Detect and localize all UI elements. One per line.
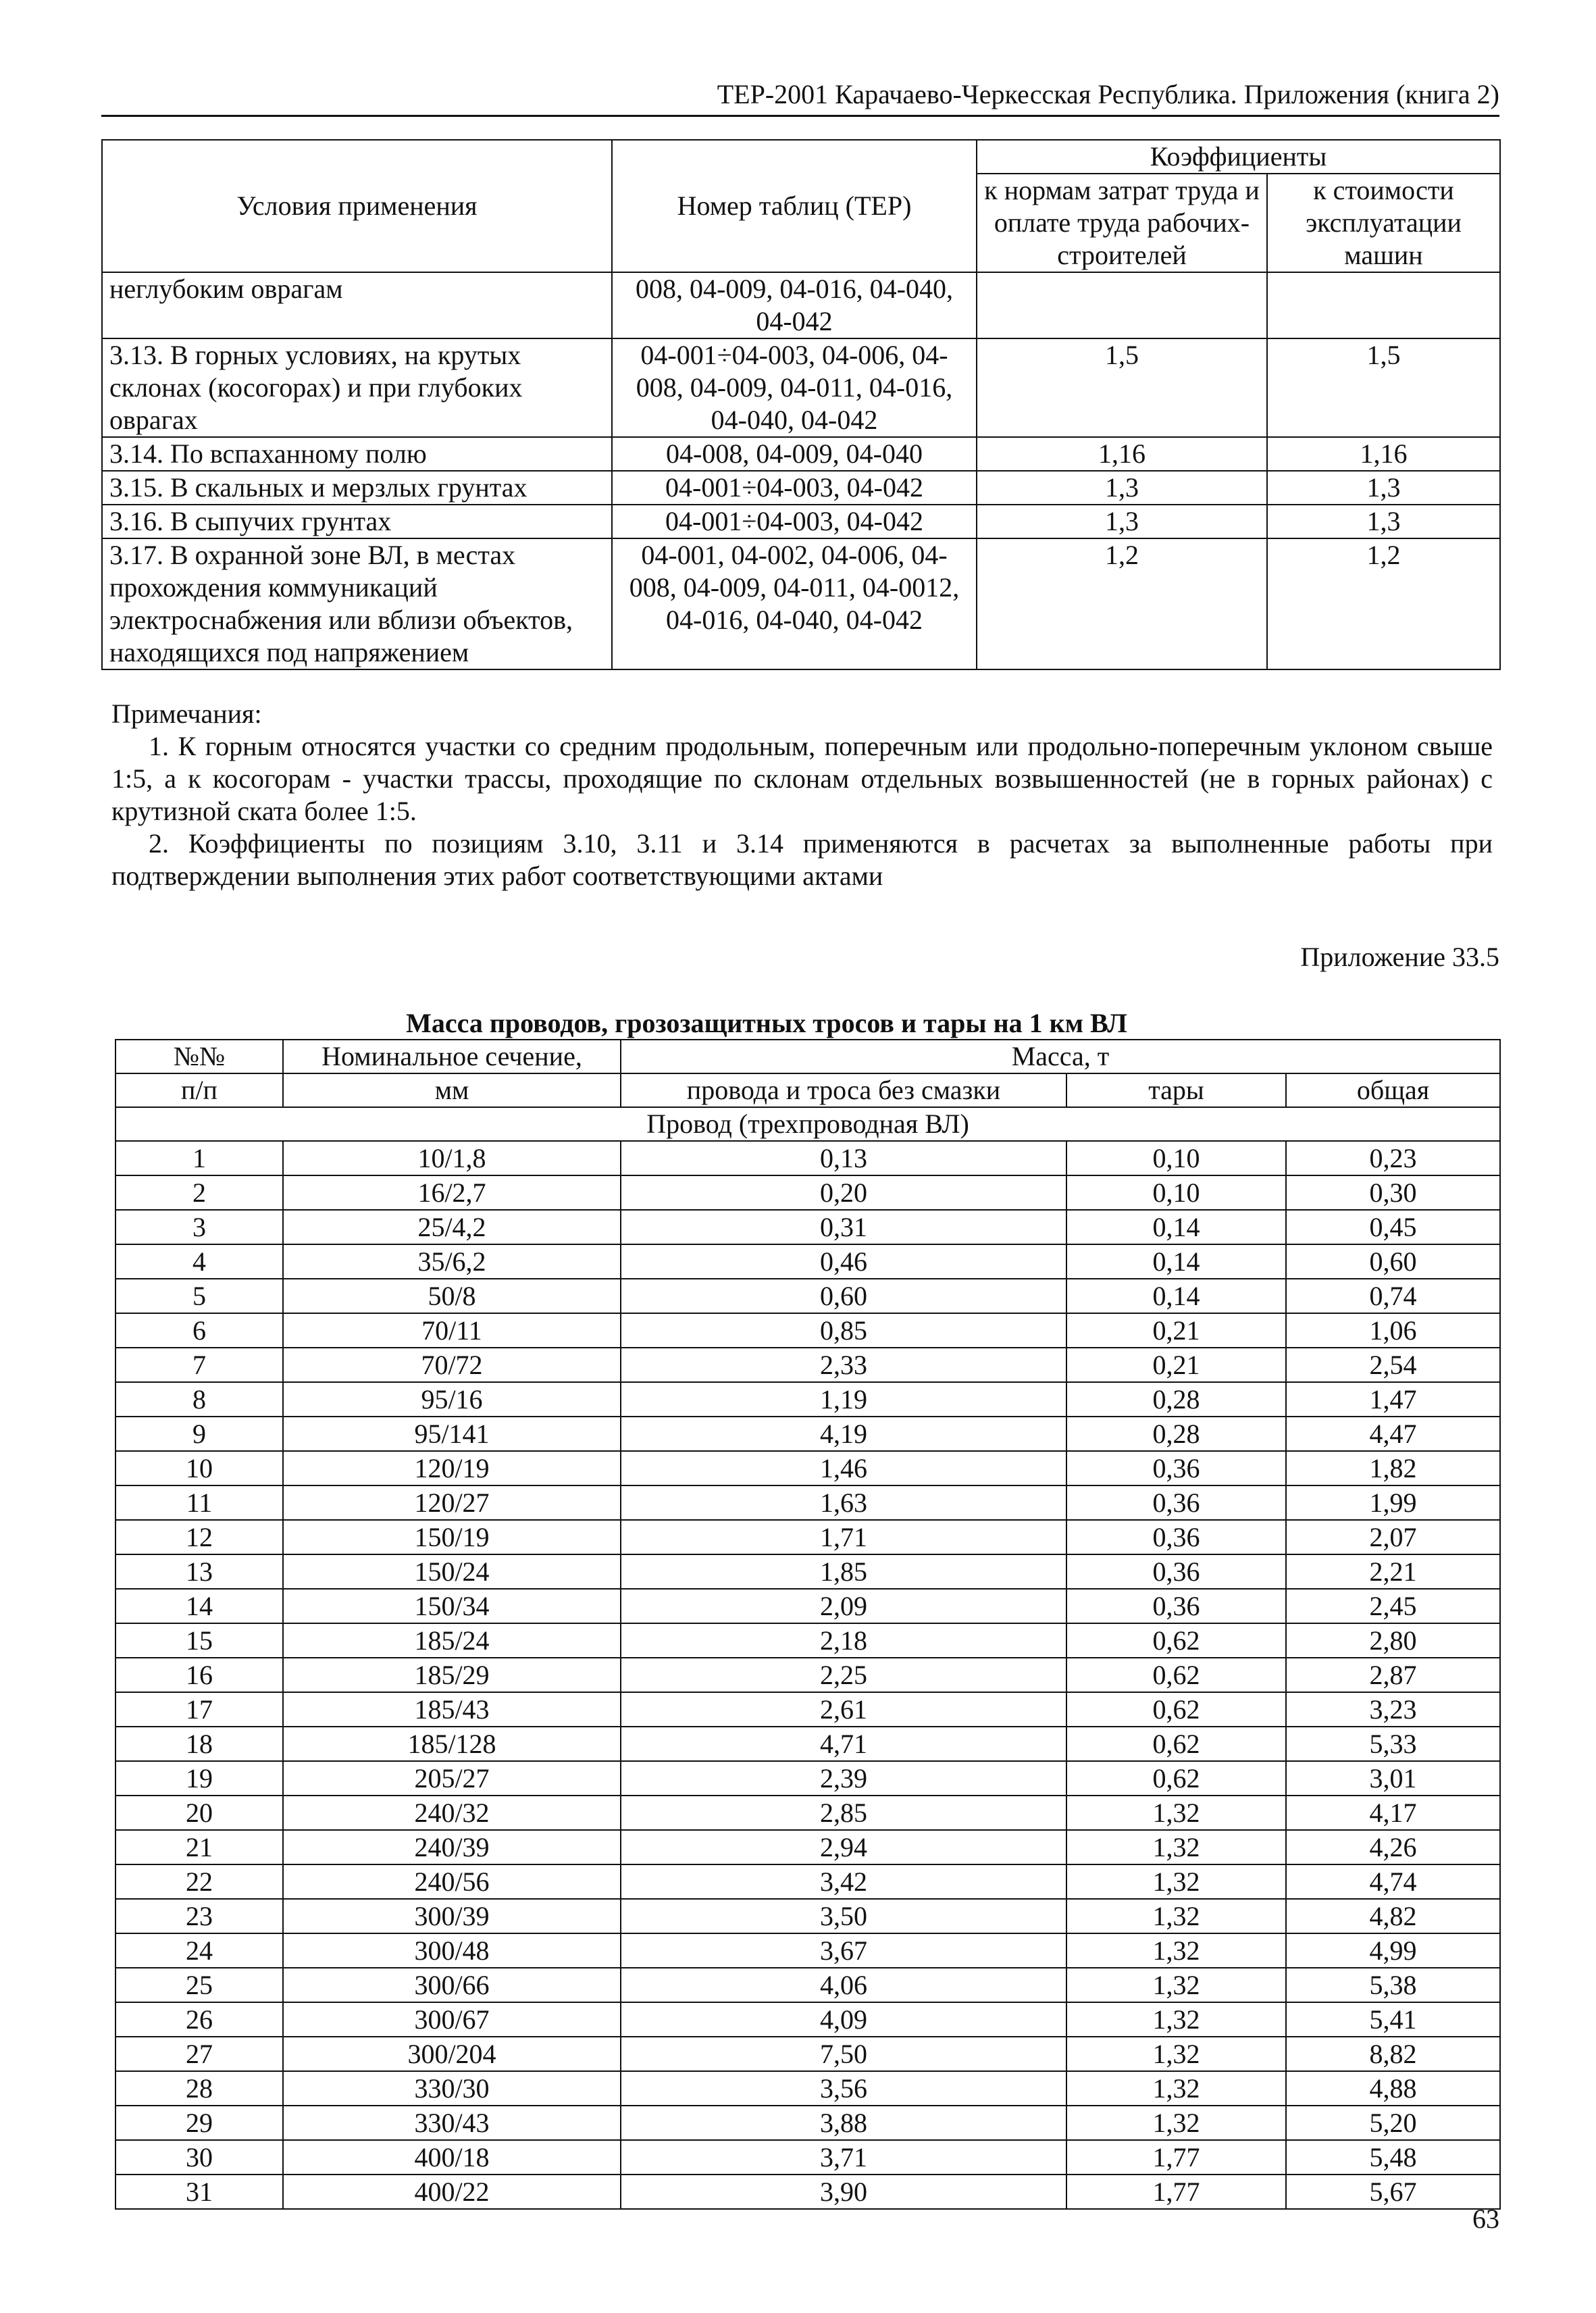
table-row: [115, 1485, 1500, 1520]
cell-wire-mass: 2,94: [621, 1830, 1066, 1864]
table-row: [115, 1761, 1500, 1796]
cell-section: 185/29: [283, 1658, 621, 1692]
cell-total-mass: 3,23: [1286, 1692, 1500, 1727]
cell-total-mass: 1,99: [1286, 1485, 1500, 1520]
cell-section: 35/6,2: [283, 1244, 621, 1279]
cell-total-mass: 3,01: [1286, 1761, 1500, 1796]
cell-wire-mass: 0,20: [621, 1175, 1066, 1210]
table-row: [115, 1313, 1500, 1348]
cell-number: 15: [115, 1623, 283, 1658]
cell-wire-mass: 3,50: [621, 1899, 1066, 1933]
table-row: [115, 1899, 1500, 1933]
notes-title: Примечания:: [111, 698, 262, 729]
cell-tare-mass: 1,77: [1066, 2140, 1286, 2175]
header-section-line2: мм: [283, 1073, 621, 1107]
cell-tare-mass: 1,32: [1066, 1899, 1286, 1933]
coefficients-table-body: [102, 272, 1500, 669]
cell-section: 300/204: [283, 2037, 621, 2071]
cell-section: 95/141: [283, 1417, 621, 1451]
cell-number: 24: [115, 1933, 283, 1968]
cell-total-mass: 5,41: [1286, 2002, 1500, 2037]
table-row: [115, 1623, 1500, 1658]
table-row: [115, 1830, 1500, 1864]
cell-section: 70/11: [283, 1313, 621, 1348]
cell-tables: 04-001÷04-003, 04-042: [612, 505, 977, 538]
cell-total-mass: 5,20: [1286, 2106, 1500, 2140]
header-tare: тары: [1066, 1073, 1286, 1107]
cell-total-mass: 4,47: [1286, 1417, 1500, 1451]
cell-section: 300/48: [283, 1933, 621, 1968]
cell-labor: 1,16: [977, 437, 1267, 471]
table-row: [115, 1727, 1500, 1761]
cell-wire-mass: 0,13: [621, 1141, 1066, 1175]
cell-tables: 04-001÷04-003, 04-006, 04-008, 04-009, 04-011, 04-016, 04-040, 04-042: [612, 338, 977, 437]
header-conditions: Условия применения: [102, 140, 612, 272]
cell-number: 7: [115, 1348, 283, 1382]
cell-wire-mass: 0,46: [621, 1244, 1066, 1279]
table-row: [115, 1210, 1500, 1244]
cell-section: 120/19: [283, 1451, 621, 1485]
cell-number: 19: [115, 1761, 283, 1796]
cell-tare-mass: 0,62: [1066, 1761, 1286, 1796]
cell-tare-mass: 1,32: [1066, 1968, 1286, 2002]
cell-wire-mass: 0,60: [621, 1279, 1066, 1313]
cell-section: 50/8: [283, 1279, 621, 1313]
header-table-numbers: Номер таблиц (ТЕР): [612, 140, 977, 272]
cell-section: 330/30: [283, 2071, 621, 2106]
table-row: [102, 272, 1500, 338]
cell-section: 185/128: [283, 1727, 621, 1761]
page-number: 63: [1472, 2204, 1499, 2234]
cell-number: 1: [115, 1141, 283, 1175]
cell-total-mass: 4,26: [1286, 1830, 1500, 1864]
table-row: [115, 2071, 1500, 2106]
table-row: [115, 1451, 1500, 1485]
cell-number: 21: [115, 1830, 283, 1864]
appendix-label: Приложение 33.5: [1300, 942, 1499, 972]
cell-total-mass: 8,82: [1286, 2037, 1500, 2071]
cell-section: 150/24: [283, 1554, 621, 1589]
cell-tare-mass: 0,28: [1066, 1382, 1286, 1417]
table-row: [102, 338, 1500, 437]
cell-number: 3: [115, 1210, 283, 1244]
cell-wire-mass: 2,09: [621, 1589, 1066, 1623]
cell-total-mass: 1,82: [1286, 1451, 1500, 1485]
cell-total-mass: 1,47: [1286, 1382, 1500, 1417]
cell-tare-mass: 1,32: [1066, 1933, 1286, 1968]
cell-tare-mass: 1,32: [1066, 1796, 1286, 1830]
cell-tare-mass: 0,10: [1066, 1175, 1286, 1210]
cell-total-mass: 2,21: [1286, 1554, 1500, 1589]
section-label: Провод (трехпроводная ВЛ): [115, 1107, 1500, 1141]
table-row: [115, 2175, 1500, 2209]
cell-total-mass: 4,17: [1286, 1796, 1500, 1830]
table-row: [115, 2140, 1500, 2175]
table-row: [102, 437, 1500, 471]
cell-number: 17: [115, 1692, 283, 1727]
cell-total-mass: 0,74: [1286, 1279, 1500, 1313]
cell-section: 300/39: [283, 1899, 621, 1933]
cell-total-mass: 5,33: [1286, 1727, 1500, 1761]
cell-wire-mass: 7,50: [621, 2037, 1066, 2071]
cell-tare-mass: 1,32: [1066, 2037, 1286, 2071]
cell-total-mass: 0,45: [1286, 1210, 1500, 1244]
cell-tare-mass: 0,14: [1066, 1279, 1286, 1313]
header-rule: [101, 115, 1499, 117]
cell-tare-mass: 0,36: [1066, 1451, 1286, 1485]
cell-wire-mass: 3,90: [621, 2175, 1066, 2209]
cell-number: 5: [115, 1279, 283, 1313]
cell-wire-mass: 3,71: [621, 2140, 1066, 2175]
cell-tare-mass: 0,62: [1066, 1692, 1286, 1727]
cell-tables: 04-008, 04-009, 04-040: [612, 437, 977, 471]
cell-number: 4: [115, 1244, 283, 1279]
cell-number: 9: [115, 1417, 283, 1451]
note-item-2: 2. Коэффициенты по позициям 3.10, 3.11 и 3.14 применяются в расчетах за выполненные работы при подтверждении выполнения этих работ соответствующими актами: [111, 828, 1493, 891]
cell-total-mass: 5,67: [1286, 2175, 1500, 2209]
cell-total-mass: 4,82: [1286, 1899, 1500, 1933]
table-row: [115, 1589, 1500, 1623]
table-row: [102, 505, 1500, 538]
cell-number: 13: [115, 1554, 283, 1589]
table-row: [115, 1968, 1500, 2002]
table-row: [115, 1175, 1500, 1210]
cell-total-mass: 4,74: [1286, 1864, 1500, 1899]
mass-table-body: [115, 1107, 1500, 2209]
table-row: [115, 1658, 1500, 1692]
table-row: [102, 538, 1500, 669]
cell-total-mass: 2,87: [1286, 1658, 1500, 1692]
cell-section: 205/27: [283, 1761, 621, 1796]
table-row: [102, 471, 1500, 505]
cell-conditions: 3.15. В скальных и мерзлых грунтах: [102, 471, 612, 505]
cell-tare-mass: 0,36: [1066, 1520, 1286, 1554]
cell-tare-mass: 0,36: [1066, 1589, 1286, 1623]
cell-total-mass: 4,88: [1286, 2071, 1500, 2106]
table-row: [115, 1796, 1500, 1830]
table-row: [115, 1382, 1500, 1417]
cell-number: 30: [115, 2140, 283, 2175]
cell-tables: 04-001÷04-003, 04-042: [612, 471, 977, 505]
cell-number: 12: [115, 1520, 283, 1554]
cell-number: 6: [115, 1313, 283, 1348]
cell-wire-mass: 3,67: [621, 1933, 1066, 1968]
cell-wire-mass: 4,19: [621, 1417, 1066, 1451]
cell-tare-mass: 0,21: [1066, 1313, 1286, 1348]
cell-section: 240/32: [283, 1796, 621, 1830]
cell-machines: 1,3: [1267, 505, 1500, 538]
cell-conditions: 3.17. В охранной зоне ВЛ, в местах прохождения коммуникаций электроснабжения или вблизи объектов, находящихся под напряжением: [102, 538, 612, 669]
cell-tare-mass: 0,21: [1066, 1348, 1286, 1382]
cell-conditions: 3.13. В горных условиях, на крутых склонах (косогорах) и при глубоких оврагах: [102, 338, 612, 437]
cell-tare-mass: 1,32: [1066, 2106, 1286, 2140]
cell-total-mass: 2,54: [1286, 1348, 1500, 1382]
cell-section: 400/22: [283, 2175, 621, 2209]
cell-conditions: 3.14. По вспаханному полю: [102, 437, 612, 471]
mass-table: [115, 1039, 1501, 2210]
cell-wire-mass: 4,09: [621, 2002, 1066, 2037]
cell-wire-mass: 2,33: [621, 1348, 1066, 1382]
table-row: [115, 1933, 1500, 1968]
cell-tare-mass: 0,62: [1066, 1623, 1286, 1658]
cell-wire-mass: 3,88: [621, 2106, 1066, 2140]
header-total: общая: [1286, 1073, 1500, 1107]
cell-labor: 1,5: [977, 338, 1267, 437]
cell-total-mass: 4,99: [1286, 1933, 1500, 1968]
cell-section: 150/34: [283, 1589, 621, 1623]
cell-number: 2: [115, 1175, 283, 1210]
mass-table-title: Масса проводов, грозозащитных тросов и тары на 1 км ВЛ: [406, 1008, 1127, 1038]
table-row: [115, 1348, 1500, 1382]
cell-total-mass: 0,30: [1286, 1175, 1500, 1210]
cell-wire-mass: 1,46: [621, 1451, 1066, 1485]
cell-wire-mass: 3,56: [621, 2071, 1066, 2106]
cell-wire-mass: 3,42: [621, 1864, 1066, 1899]
cell-wire-mass: 2,25: [621, 1658, 1066, 1692]
cell-conditions: 3.16. В сыпучих грунтах: [102, 505, 612, 538]
cell-wire-mass: 1,19: [621, 1382, 1066, 1417]
cell-section: 95/16: [283, 1382, 621, 1417]
cell-tare-mass: 1,32: [1066, 2002, 1286, 2037]
cell-total-mass: 5,38: [1286, 1968, 1500, 2002]
cell-section: 185/43: [283, 1692, 621, 1727]
header-num-line2: п/п: [115, 1073, 283, 1107]
cell-tables: 04-001, 04-002, 04-006, 04-008, 04-009, 04-011, 04-0012, 04-016, 04-040, 04-042: [612, 538, 977, 669]
table-row: [115, 1141, 1500, 1175]
note-item-1: 1. К горным относятся участки со средним продольным, поперечным или продольно-поперечным уклоном свыше 1:5, а к косогорам - участки трассы, проходящие по склонам отдельных возвышенностей (не в горных районах) с крутизной ската более 1:5.: [111, 731, 1493, 826]
cell-number: 10: [115, 1451, 283, 1485]
cell-total-mass: 0,60: [1286, 1244, 1500, 1279]
cell-machines: 1,2: [1267, 538, 1500, 669]
cell-machines: 1,16: [1267, 437, 1500, 471]
cell-number: 27: [115, 2037, 283, 2071]
cell-labor: 1,3: [977, 505, 1267, 538]
cell-section: 300/66: [283, 1968, 621, 2002]
header-machines: к стоимости эксплуатации машин: [1267, 174, 1500, 272]
cell-tare-mass: 0,36: [1066, 1554, 1286, 1589]
cell-total-mass: 2,80: [1286, 1623, 1500, 1658]
cell-section: 240/56: [283, 1864, 621, 1899]
cell-total-mass: 0,23: [1286, 1141, 1500, 1175]
cell-section: 10/1,8: [283, 1141, 621, 1175]
cell-tare-mass: 0,10: [1066, 1141, 1286, 1175]
cell-section: 185/24: [283, 1623, 621, 1658]
cell-tare-mass: 0,62: [1066, 1658, 1286, 1692]
cell-number: 16: [115, 1658, 283, 1692]
cell-labor: 1,3: [977, 471, 1267, 505]
header-mass: Масса, т: [621, 1040, 1500, 1073]
cell-section: 16/2,7: [283, 1175, 621, 1210]
cell-number: 29: [115, 2106, 283, 2140]
cell-number: 8: [115, 1382, 283, 1417]
cell-tare-mass: 1,32: [1066, 1830, 1286, 1864]
table-row: [115, 1244, 1500, 1279]
running-header: ТЕР-2001 Карачаево-Черкесская Республика. Приложения (книга 2): [717, 79, 1499, 109]
cell-machines: 1,5: [1267, 338, 1500, 437]
cell-labor: [977, 272, 1267, 338]
header-section-line1: Номинальное сечение,: [283, 1040, 621, 1073]
header-wire: провода и троса без смазки: [621, 1073, 1066, 1107]
cell-tables: 008, 04-009, 04-016, 04-040, 04-042: [612, 272, 977, 338]
cell-wire-mass: 1,63: [621, 1485, 1066, 1520]
cell-wire-mass: 2,39: [621, 1761, 1066, 1796]
cell-tare-mass: 1,32: [1066, 1864, 1286, 1899]
cell-total-mass: 2,45: [1286, 1589, 1500, 1623]
cell-number: 25: [115, 1968, 283, 2002]
cell-wire-mass: 2,18: [621, 1623, 1066, 1658]
cell-wire-mass: 1,71: [621, 1520, 1066, 1554]
cell-number: 31: [115, 2175, 283, 2209]
table-row: [115, 1554, 1500, 1589]
cell-number: 18: [115, 1727, 283, 1761]
cell-conditions: неглубоким оврагам: [102, 272, 612, 338]
table-row: [115, 1279, 1500, 1313]
cell-section: 400/18: [283, 2140, 621, 2175]
cell-wire-mass: 4,06: [621, 1968, 1066, 2002]
cell-wire-mass: 2,85: [621, 1796, 1066, 1830]
cell-wire-mass: 4,71: [621, 1727, 1066, 1761]
cell-total-mass: 5,48: [1286, 2140, 1500, 2175]
cell-labor: 1,2: [977, 538, 1267, 669]
table-row: [115, 1692, 1500, 1727]
cell-section: 120/27: [283, 1485, 621, 1520]
header-labor: к нормам затрат труда и оплате труда рабочих-строителей: [977, 174, 1267, 272]
table-row: [115, 2037, 1500, 2071]
cell-tare-mass: 0,14: [1066, 1210, 1286, 1244]
coefficients-table: [101, 139, 1501, 670]
table-row: [115, 1864, 1500, 1899]
cell-section: 70/72: [283, 1348, 621, 1382]
cell-number: 14: [115, 1589, 283, 1623]
cell-number: 28: [115, 2071, 283, 2106]
cell-total-mass: 1,06: [1286, 1313, 1500, 1348]
cell-number: 22: [115, 1864, 283, 1899]
cell-wire-mass: 1,85: [621, 1554, 1066, 1589]
cell-section: 330/43: [283, 2106, 621, 2140]
cell-wire-mass: 0,31: [621, 1210, 1066, 1244]
cell-tare-mass: 1,32: [1066, 2071, 1286, 2106]
cell-machines: 1,3: [1267, 471, 1500, 505]
cell-section: 300/67: [283, 2002, 621, 2037]
cell-number: 11: [115, 1485, 283, 1520]
header-num-line1: №№: [115, 1040, 283, 1073]
cell-machines: [1267, 272, 1500, 338]
cell-section: 150/19: [283, 1520, 621, 1554]
cell-section: 25/4,2: [283, 1210, 621, 1244]
notes: [111, 698, 1493, 892]
cell-section: 240/39: [283, 1830, 621, 1864]
table-row: [115, 1520, 1500, 1554]
cell-number: 23: [115, 1899, 283, 1933]
header-coefficients: Коэффициенты: [977, 140, 1500, 174]
cell-tare-mass: 1,77: [1066, 2175, 1286, 2209]
cell-total-mass: 2,07: [1286, 1520, 1500, 1554]
table-row: [115, 2002, 1500, 2037]
cell-number: 26: [115, 2002, 283, 2037]
cell-number: 20: [115, 1796, 283, 1830]
table-row: [115, 1417, 1500, 1451]
cell-wire-mass: 0,85: [621, 1313, 1066, 1348]
cell-wire-mass: 2,61: [621, 1692, 1066, 1727]
cell-tare-mass: 0,28: [1066, 1417, 1286, 1451]
cell-tare-mass: 0,62: [1066, 1727, 1286, 1761]
table-row: [115, 2106, 1500, 2140]
cell-tare-mass: 0,14: [1066, 1244, 1286, 1279]
cell-tare-mass: 0,36: [1066, 1485, 1286, 1520]
